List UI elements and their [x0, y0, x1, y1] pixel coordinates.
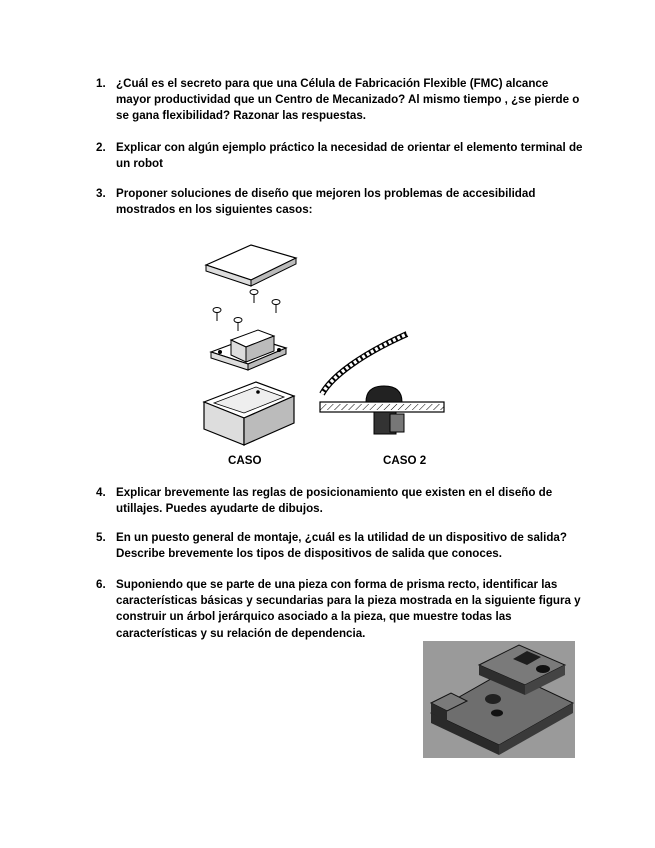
question-5 — [96, 530, 586, 562]
question-number: 4. — [96, 486, 106, 499]
question-4 — [96, 485, 586, 517]
question-text: ¿Cuál es el secreto para que una Célula de Fabricación Flexible (FMC) alcance mayor productividad que un Centro de Mecanizado? Al mismo tiempo , ¿se pierde o se gana flexibilidad? Razonar las respuestas. — [116, 77, 580, 123]
question-number: 1. — [96, 77, 106, 90]
question-text: En un puesto general de montaje, ¿cuál es la utilidad de un dispositivo de salida? Describe brevemente los tipos de dispositivos de salida que conoces. — [116, 531, 567, 561]
machined-part-figure — [423, 641, 575, 758]
question-3 — [96, 186, 586, 218]
question-text: Proponer soluciones de diseño que mejoren los problemas de accesibilidad mostrados en los siguientes casos: — [116, 187, 536, 217]
caso-2-label: CASO 2 — [383, 454, 427, 467]
question-6 — [96, 577, 586, 642]
question-text: Explicar brevemente las reglas de posicionamiento que existen en el diseño de utillajes. Puedes ayudarte de dibujos. — [116, 486, 553, 516]
question-number: 3. — [96, 187, 106, 200]
caso-2-figure — [312, 326, 454, 454]
caso-1-figure — [196, 240, 306, 455]
question-number: 6. — [96, 578, 106, 591]
question-2 — [96, 140, 586, 172]
question-1 — [96, 76, 586, 125]
question-number: 2. — [96, 141, 106, 154]
caso-1-label: CASO — [228, 454, 262, 467]
question-number: 5. — [96, 531, 106, 544]
question-text: Suponiendo que se parte de una pieza con forma de prisma recto, identificar las características básicas y secundarias para la pieza mostrada en la siguiente figura y construir un árbol jerárquico asociado a la pieza, que muestre todas las características y su relación de dependencia. — [116, 578, 581, 640]
question-text: Explicar con algún ejemplo práctico la necesidad de orientar el elemento terminal de un robot — [116, 141, 583, 171]
